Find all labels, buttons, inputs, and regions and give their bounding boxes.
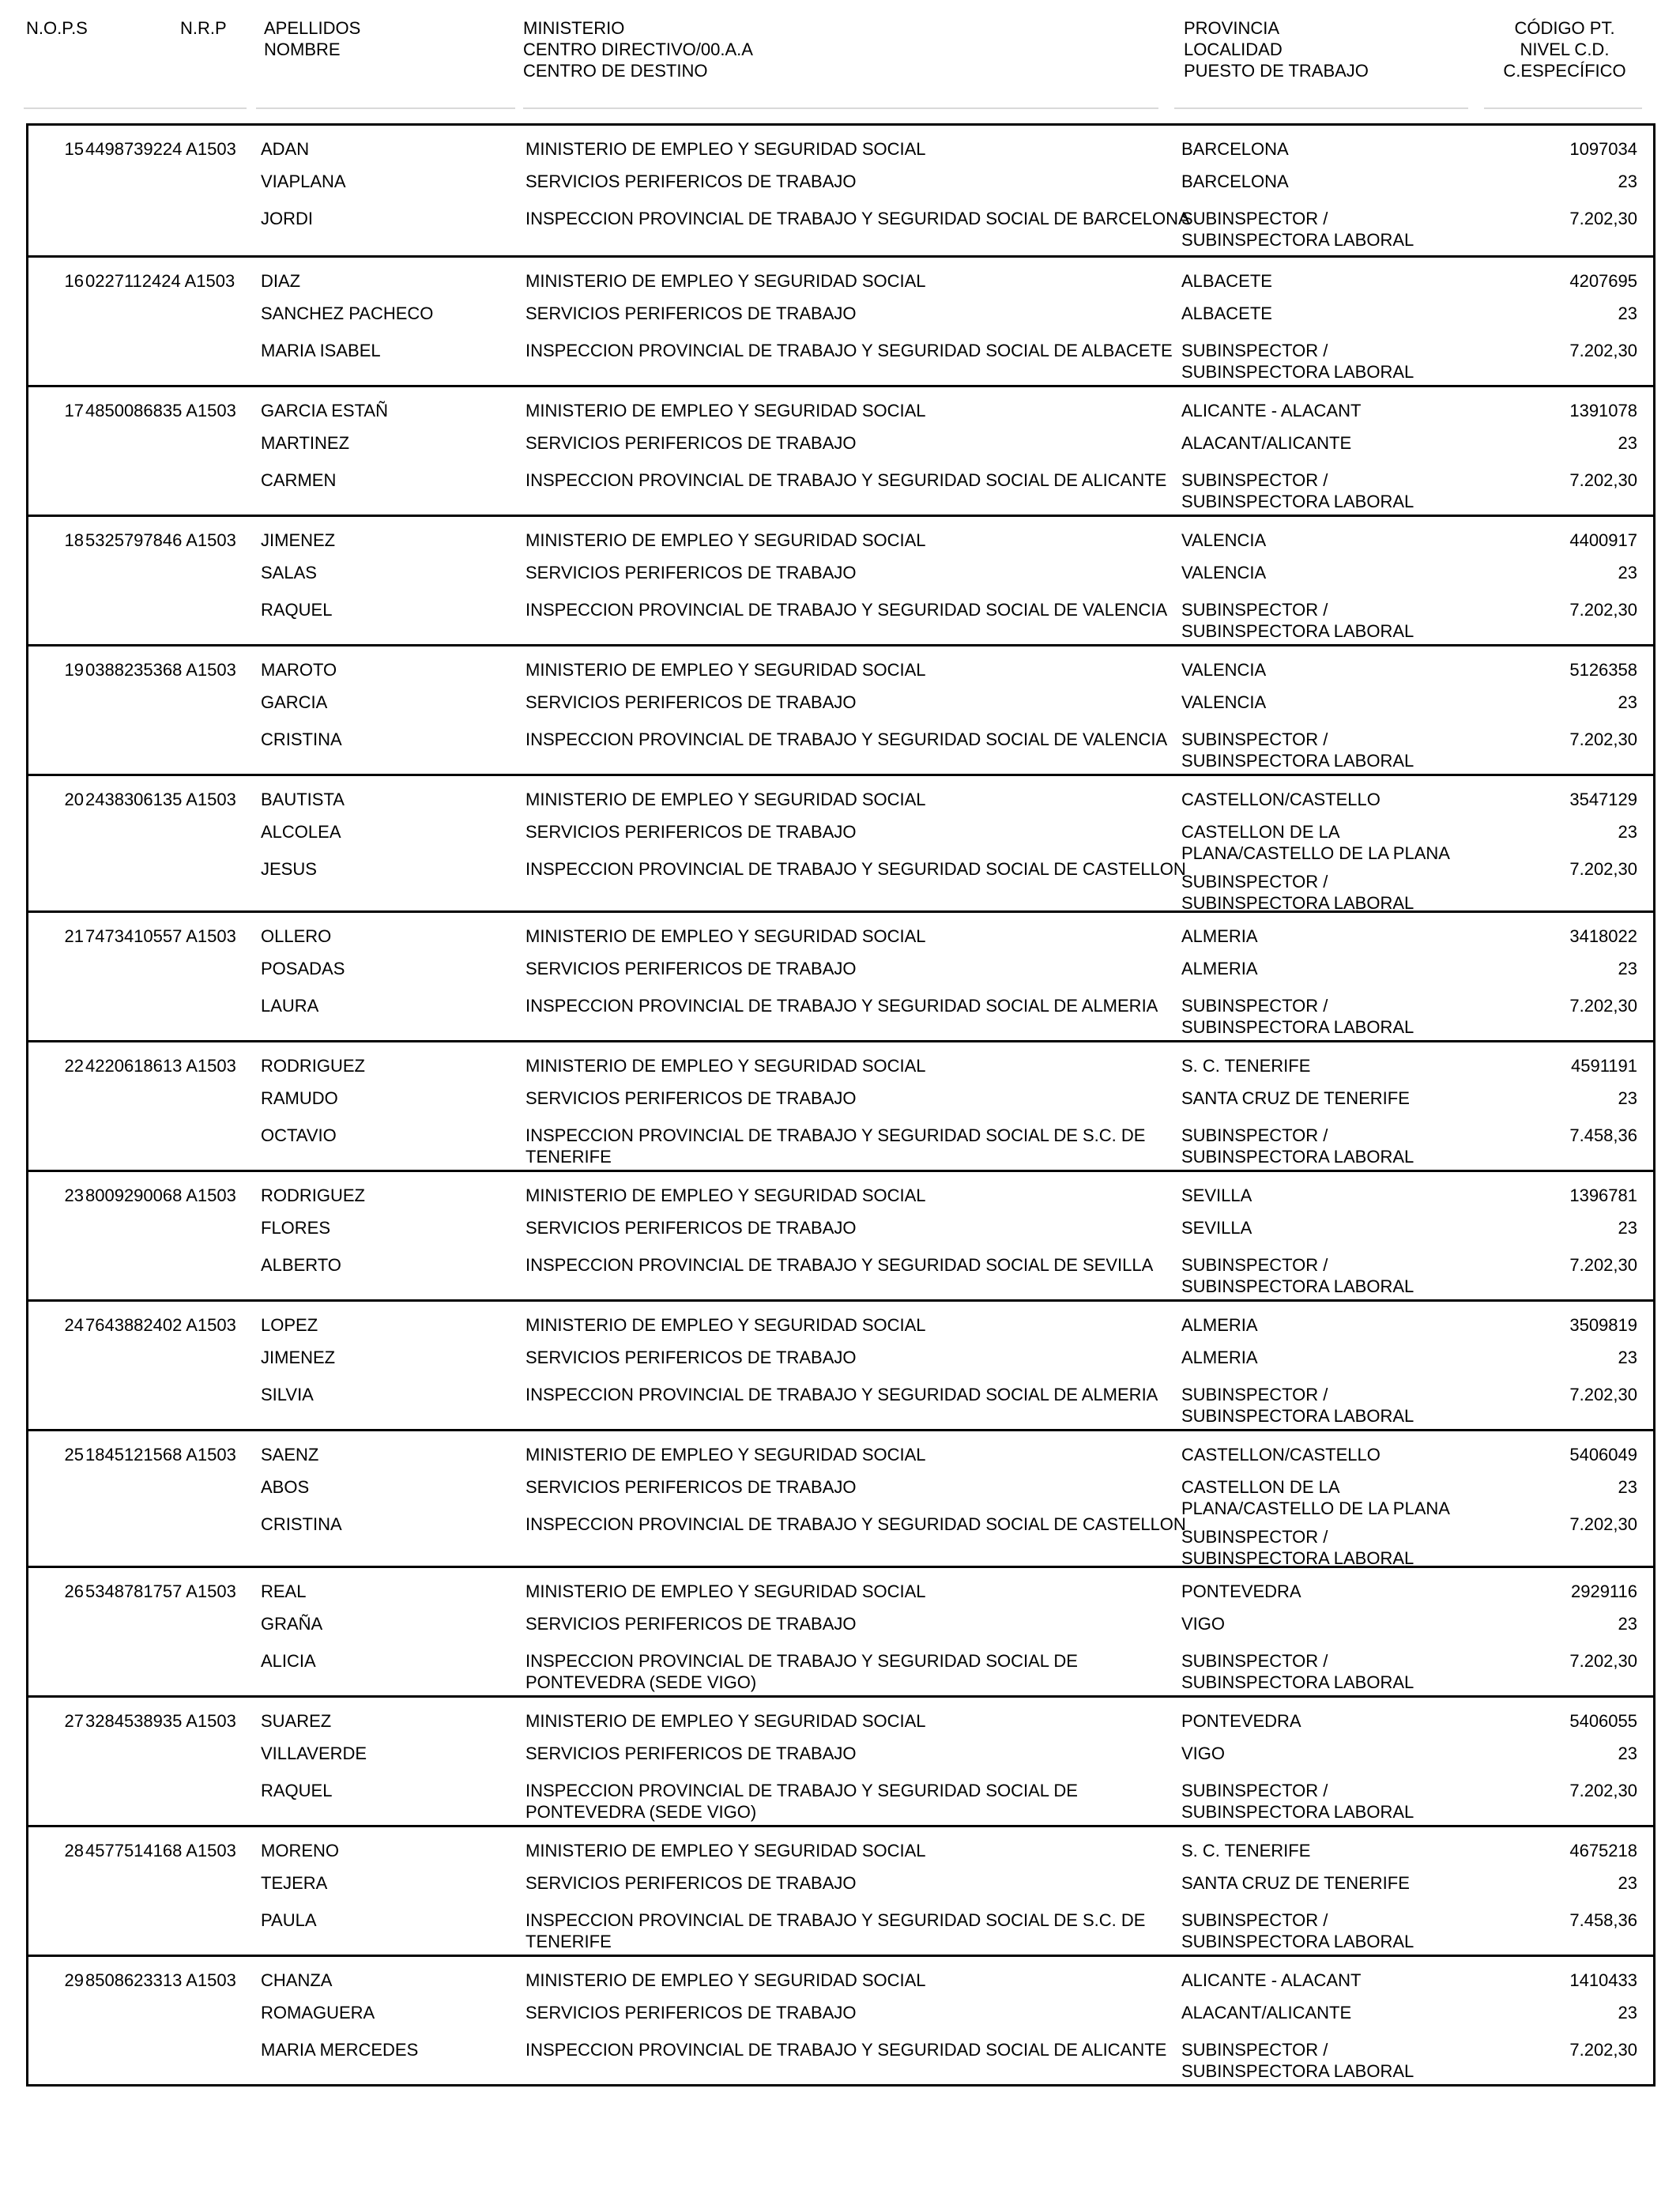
record-apellido2: ROMAGUERA: [261, 2003, 375, 2022]
record-ministerio: MINISTERIO DE EMPLEO Y SEGURIDAD SOCIAL: [525, 139, 926, 159]
table-row: [28, 515, 1653, 644]
record-localidad: SANTA CRUZ DE TENERIFE: [1181, 1873, 1410, 1893]
record-provincia: ALMERIA: [1181, 926, 1258, 946]
record-codigo: 4675218: [1569, 1841, 1637, 1860]
record-number: 27: [64, 1711, 84, 1731]
record-localidad: ALMERIA: [1181, 1348, 1258, 1367]
record-provincia: CASTELLON/CASTELLO: [1181, 1445, 1381, 1465]
record-puesto: SUBINSPECTOR / SUBINSPECTORA LABORAL: [1181, 209, 1414, 250]
header-puesto: PUESTO DE TRABAJO: [1184, 61, 1369, 81]
record-especifico: 7.202,30: [1569, 341, 1637, 360]
record-centro-directivo: SERVICIOS PERIFERICOS DE TRABAJO: [525, 822, 857, 842]
record-apellido2: VILLAVERDE: [261, 1744, 367, 1763]
record-provincia: ALICANTE - ALACANT: [1181, 401, 1362, 420]
record-puesto: SUBINSPECTOR / SUBINSPECTORA LABORAL: [1181, 2040, 1414, 2081]
header-centro-directivo: CENTRO DIRECTIVO/00.A.A: [523, 40, 753, 59]
record-nrp: 2438306135 A1503: [85, 790, 236, 809]
record-puesto: SUBINSPECTOR / SUBINSPECTORA LABORAL: [1181, 1385, 1414, 1426]
record-apellido1: BAUTISTA: [261, 790, 345, 809]
record-ministerio: MINISTERIO DE EMPLEO Y SEGURIDAD SOCIAL: [525, 271, 926, 291]
record-localidad: SEVILLA: [1181, 1218, 1252, 1238]
record-centro-directivo: SERVICIOS PERIFERICOS DE TRABAJO: [525, 1218, 857, 1238]
record-nivel: 23: [1618, 1614, 1637, 1634]
record-codigo: 3547129: [1569, 790, 1637, 809]
record-nivel: 23: [1618, 1348, 1637, 1367]
record-ministerio: MINISTERIO DE EMPLEO Y SEGURIDAD SOCIAL: [525, 926, 926, 946]
record-provincia: S. C. TENERIFE: [1181, 1841, 1311, 1860]
record-centro-destino: INSPECCION PROVINCIAL DE TRABAJO Y SEGURIDAD SOCIAL DE SEVILLA: [525, 1255, 1154, 1275]
record-codigo: 1396781: [1569, 1186, 1637, 1205]
record-apellido2: RAMUDO: [261, 1088, 338, 1108]
record-localidad: ALACANT/ALICANTE: [1181, 2003, 1352, 2022]
record-puesto: SUBINSPECTOR / SUBINSPECTORA LABORAL: [1181, 341, 1414, 382]
record-codigo: 3418022: [1569, 926, 1637, 946]
record-apellido1: LOPEZ: [261, 1315, 318, 1335]
record-centro-directivo: SERVICIOS PERIFERICOS DE TRABAJO: [525, 692, 857, 712]
record-especifico: 7.202,30: [1569, 729, 1637, 749]
record-ministerio: MINISTERIO DE EMPLEO Y SEGURIDAD SOCIAL: [525, 1581, 926, 1601]
record-nombre: LAURA: [261, 996, 319, 1016]
table-row: [28, 1566, 1653, 1695]
record-apellido1: MORENO: [261, 1841, 339, 1860]
record-apellido2: POSADAS: [261, 959, 345, 978]
record-provincia: VALENCIA: [1181, 660, 1267, 680]
record-nivel: 23: [1618, 1744, 1637, 1763]
record-nombre: JORDI: [261, 209, 313, 228]
record-especifico: 7.202,30: [1569, 1385, 1637, 1404]
record-number: 22: [64, 1056, 84, 1076]
record-centro-directivo: SERVICIOS PERIFERICOS DE TRABAJO: [525, 1744, 857, 1763]
record-nrp: 5348781757 A1503: [85, 1581, 236, 1601]
record-nivel: 23: [1618, 303, 1637, 323]
record-nombre: ALICIA: [261, 1651, 316, 1671]
header-localidad: LOCALIDAD: [1184, 40, 1283, 59]
record-number: 15: [64, 139, 84, 159]
record-ministerio: MINISTERIO DE EMPLEO Y SEGURIDAD SOCIAL: [525, 1841, 926, 1860]
header-underline: [523, 107, 1158, 109]
record-especifico: 7.202,30: [1569, 996, 1637, 1016]
header-especifico: C.ESPECÍFICO: [1503, 61, 1626, 81]
record-ministerio: MINISTERIO DE EMPLEO Y SEGURIDAD SOCIAL: [525, 401, 926, 420]
record-localidad: CASTELLON DE LA PLANA/CASTELLO DE LA PLANA: [1181, 1477, 1450, 1518]
record-apellido2: SALAS: [261, 563, 317, 582]
record-provincia: PONTEVEDRA: [1181, 1711, 1301, 1731]
record-nrp: 7473410557 A1503: [85, 926, 236, 946]
record-apellido2: SANCHEZ PACHECO: [261, 303, 434, 323]
record-nrp: 1845121568 A1503: [85, 1445, 236, 1465]
record-puesto: SUBINSPECTOR / SUBINSPECTORA LABORAL: [1181, 1255, 1414, 1296]
record-codigo: 2929116: [1570, 1581, 1637, 1601]
record-centro-directivo: SERVICIOS PERIFERICOS DE TRABAJO: [525, 1088, 857, 1108]
record-localidad: ALBACETE: [1181, 303, 1272, 323]
header-codigo-block: [1497, 17, 1632, 81]
record-apellido2: MARTINEZ: [261, 433, 350, 453]
record-nivel: 23: [1618, 563, 1637, 582]
record-apellido1: CHANZA: [261, 1970, 333, 1990]
record-puesto: SUBINSPECTOR / SUBINSPECTORA LABORAL: [1181, 1781, 1414, 1822]
record-number: 16: [64, 271, 84, 291]
record-nombre: JESUS: [261, 859, 317, 879]
record-localidad: CASTELLON DE LA PLANA/CASTELLO DE LA PLANA: [1181, 822, 1450, 863]
record-ministerio: MINISTERIO DE EMPLEO Y SEGURIDAD SOCIAL: [525, 790, 926, 809]
record-centro-destino: INSPECCION PROVINCIAL DE TRABAJO Y SEGURIDAD SOCIAL DE ALBACETE: [525, 341, 1173, 360]
record-nrp: 0388235368 A1503: [85, 660, 236, 680]
table-row: [28, 1429, 1653, 1566]
record-ministerio: MINISTERIO DE EMPLEO Y SEGURIDAD SOCIAL: [525, 1186, 926, 1205]
record-provincia: SEVILLA: [1181, 1186, 1252, 1205]
record-localidad: VALENCIA: [1181, 692, 1267, 712]
record-localidad: ALACANT/ALICANTE: [1181, 433, 1352, 453]
header-underline: [1174, 107, 1468, 109]
record-especifico: 7.202,30: [1569, 600, 1637, 620]
record-codigo: 3509819: [1569, 1315, 1637, 1335]
record-centro-destino: INSPECCION PROVINCIAL DE TRABAJO Y SEGURIDAD SOCIAL DE VALENCIA: [525, 600, 1168, 620]
table-row: [28, 1955, 1653, 2084]
record-centro-destino: INSPECCION PROVINCIAL DE TRABAJO Y SEGURIDAD SOCIAL DE BARCELONA: [525, 209, 1190, 228]
record-centro-directivo: SERVICIOS PERIFERICOS DE TRABAJO: [525, 433, 857, 453]
record-provincia: ALBACETE: [1181, 271, 1272, 291]
record-number: 24: [64, 1315, 84, 1335]
record-nivel: 23: [1618, 692, 1637, 712]
record-provincia: ALICANTE - ALACANT: [1181, 1970, 1362, 1990]
records-table: [26, 123, 1656, 2087]
record-centro-destino: INSPECCION PROVINCIAL DE TRABAJO Y SEGURIDAD SOCIAL DE ALICANTE: [525, 2040, 1167, 2060]
record-centro-directivo: SERVICIOS PERIFERICOS DE TRABAJO: [525, 1873, 857, 1893]
header-nops: N.O.P.S: [26, 18, 88, 38]
record-nivel: 23: [1618, 822, 1637, 842]
record-provincia: CASTELLON/CASTELLO: [1181, 790, 1381, 809]
record-apellido2: VIAPLANA: [261, 172, 346, 191]
record-nivel: 23: [1618, 172, 1637, 191]
record-apellido2: GARCIA: [261, 692, 328, 712]
record-apellido2: JIMENEZ: [261, 1348, 336, 1367]
record-centro-directivo: SERVICIOS PERIFERICOS DE TRABAJO: [525, 172, 857, 191]
record-nombre: SILVIA: [261, 1385, 314, 1404]
record-apellido2: TEJERA: [261, 1873, 328, 1893]
record-especifico: 7.202,30: [1569, 1781, 1637, 1800]
record-number: 17: [64, 401, 84, 420]
record-especifico: 7.202,30: [1569, 859, 1637, 879]
record-apellido1: SAENZ: [261, 1445, 319, 1465]
record-especifico: 7.202,30: [1569, 470, 1637, 490]
record-centro-destino: INSPECCION PROVINCIAL DE TRABAJO Y SEGURIDAD SOCIAL DE S.C. DE TENERIFE: [525, 1125, 1146, 1167]
header-provincia-block: [1184, 17, 1369, 81]
record-centro-destino: INSPECCION PROVINCIAL DE TRABAJO Y SEGURIDAD SOCIAL DE PONTEVEDRA (SEDE VIGO): [525, 1781, 1078, 1822]
record-centro-directivo: SERVICIOS PERIFERICOS DE TRABAJO: [525, 1614, 857, 1634]
record-centro-destino: INSPECCION PROVINCIAL DE TRABAJO Y SEGURIDAD SOCIAL DE VALENCIA: [525, 729, 1168, 749]
record-ministerio: MINISTERIO DE EMPLEO Y SEGURIDAD SOCIAL: [525, 1711, 926, 1731]
table-row: [28, 1170, 1653, 1299]
table-header: [0, 17, 1680, 112]
record-centro-destino: INSPECCION PROVINCIAL DE TRABAJO Y SEGURIDAD SOCIAL DE ALICANTE: [525, 470, 1167, 490]
record-apellido1: RODRIGUEZ: [261, 1186, 365, 1205]
header-underline: [24, 107, 247, 109]
table-row: [28, 1040, 1653, 1170]
record-nombre: MARIA ISABEL: [261, 341, 381, 360]
record-especifico: 7.202,30: [1569, 209, 1637, 228]
table-row: [28, 1299, 1653, 1429]
record-number: 25: [64, 1445, 84, 1465]
record-nivel: 23: [1618, 959, 1637, 978]
header-ministerio: MINISTERIO: [523, 18, 625, 38]
record-nombre: MARIA MERCEDES: [261, 2040, 419, 2060]
record-nrp: 8009290068 A1503: [85, 1186, 236, 1205]
record-especifico: 7.458,36: [1569, 1125, 1637, 1145]
header-underline: [256, 107, 515, 109]
record-nivel: 23: [1618, 1477, 1637, 1497]
record-number: 29: [64, 1970, 84, 1990]
record-centro-destino: INSPECCION PROVINCIAL DE TRABAJO Y SEGURIDAD SOCIAL DE CASTELLON: [525, 1514, 1186, 1534]
record-number: 23: [64, 1186, 84, 1205]
record-ministerio: MINISTERIO DE EMPLEO Y SEGURIDAD SOCIAL: [525, 1315, 926, 1335]
record-nombre: CARMEN: [261, 470, 337, 490]
table-row: [28, 774, 1653, 913]
record-codigo: 4207695: [1569, 271, 1637, 291]
record-number: 20: [64, 790, 84, 809]
record-apellido1: DIAZ: [261, 271, 301, 291]
record-centro-destino: INSPECCION PROVINCIAL DE TRABAJO Y SEGURIDAD SOCIAL DE S.C. DE TENERIFE: [525, 1910, 1146, 1951]
table-row: [28, 910, 1653, 1040]
record-ministerio: MINISTERIO DE EMPLEO Y SEGURIDAD SOCIAL: [525, 660, 926, 680]
record-nivel: 23: [1618, 1218, 1637, 1238]
record-centro-destino: INSPECCION PROVINCIAL DE TRABAJO Y SEGURIDAD SOCIAL DE ALMERIA: [525, 996, 1158, 1016]
header-apellidos-nombre: [264, 17, 360, 60]
record-apellido1: SUAREZ: [261, 1711, 332, 1731]
record-centro-directivo: SERVICIOS PERIFERICOS DE TRABAJO: [525, 2003, 857, 2022]
record-localidad: ALMERIA: [1181, 959, 1258, 978]
table-row: [28, 255, 1653, 385]
record-puesto: SUBINSPECTOR / SUBINSPECTORA LABORAL: [1181, 1910, 1414, 1951]
record-nrp: 4850086835 A1503: [85, 401, 236, 420]
record-provincia: PONTEVEDRA: [1181, 1581, 1301, 1601]
record-localidad: VIGO: [1181, 1614, 1226, 1634]
record-provincia: ALMERIA: [1181, 1315, 1258, 1335]
record-apellido1: OLLERO: [261, 926, 332, 946]
record-number: 19: [64, 660, 84, 680]
record-centro-destino: INSPECCION PROVINCIAL DE TRABAJO Y SEGURIDAD SOCIAL DE PONTEVEDRA (SEDE VIGO): [525, 1651, 1078, 1692]
record-codigo: 4591191: [1570, 1056, 1637, 1076]
record-nrp: 4498739224 A1503: [85, 139, 236, 159]
record-puesto: SUBINSPECTOR / SUBINSPECTORA LABORAL: [1181, 1527, 1414, 1568]
record-localidad: VALENCIA: [1181, 563, 1267, 582]
record-centro-directivo: SERVICIOS PERIFERICOS DE TRABAJO: [525, 563, 857, 582]
record-localidad: VIGO: [1181, 1744, 1226, 1763]
record-puesto: SUBINSPECTOR / SUBINSPECTORA LABORAL: [1181, 872, 1414, 913]
record-apellido1: ADAN: [261, 139, 310, 159]
record-nombre: ALBERTO: [261, 1255, 341, 1275]
record-provincia: S. C. TENERIFE: [1181, 1056, 1311, 1076]
record-ministerio: MINISTERIO DE EMPLEO Y SEGURIDAD SOCIAL: [525, 1056, 926, 1076]
record-codigo: 4400917: [1569, 530, 1637, 550]
record-especifico: 7.202,30: [1569, 1514, 1637, 1534]
record-nombre: PAULA: [261, 1910, 317, 1930]
header-centro-destino: CENTRO DE DESTINO: [523, 61, 708, 81]
record-nrp: 4577514168 A1503: [85, 1841, 236, 1860]
table-row: [28, 385, 1653, 515]
record-apellido1: GARCIA ESTAÑ: [261, 401, 388, 420]
record-number: 21: [64, 926, 84, 946]
record-nivel: 23: [1618, 1088, 1637, 1108]
table-row: [28, 1695, 1653, 1825]
header-underline: [1484, 107, 1642, 109]
record-nivel: 23: [1618, 1873, 1637, 1893]
record-puesto: SUBINSPECTOR / SUBINSPECTORA LABORAL: [1181, 1651, 1414, 1692]
record-ministerio: MINISTERIO DE EMPLEO Y SEGURIDAD SOCIAL: [525, 1970, 926, 1990]
table-row: [28, 126, 1653, 255]
record-especifico: 7.202,30: [1569, 2040, 1637, 2060]
record-nrp: 0227112424 A1503: [85, 271, 235, 291]
record-nombre: OCTAVIO: [261, 1125, 337, 1145]
record-puesto: SUBINSPECTOR / SUBINSPECTORA LABORAL: [1181, 600, 1414, 641]
record-ministerio: MINISTERIO DE EMPLEO Y SEGURIDAD SOCIAL: [525, 530, 926, 550]
record-apellido2: ABOS: [261, 1477, 310, 1497]
header-nombre: NOMBRE: [264, 40, 341, 59]
header-apellidos: APELLIDOS: [264, 18, 361, 38]
record-ministerio: MINISTERIO DE EMPLEO Y SEGURIDAD SOCIAL: [525, 1445, 926, 1465]
header-provincia: PROVINCIA: [1184, 18, 1280, 38]
record-provincia: VALENCIA: [1181, 530, 1267, 550]
table-row: [28, 1825, 1653, 1955]
record-codigo: 1097034: [1569, 139, 1637, 159]
record-centro-destino: INSPECCION PROVINCIAL DE TRABAJO Y SEGURIDAD SOCIAL DE CASTELLON: [525, 859, 1186, 879]
header-ministerio-block: [523, 17, 753, 81]
record-puesto: SUBINSPECTOR / SUBINSPECTORA LABORAL: [1181, 729, 1414, 771]
record-especifico: 7.458,36: [1569, 1910, 1637, 1930]
record-especifico: 7.202,30: [1569, 1255, 1637, 1275]
record-apellido2: ALCOLEA: [261, 822, 341, 842]
record-apellido2: FLORES: [261, 1218, 331, 1238]
record-centro-directivo: SERVICIOS PERIFERICOS DE TRABAJO: [525, 959, 857, 978]
header-nivel: NIVEL C.D.: [1520, 40, 1610, 59]
record-apellido1: MAROTO: [261, 660, 337, 680]
record-nrp: 7643882402 A1503: [85, 1315, 236, 1335]
table-row: [28, 644, 1653, 774]
record-centro-directivo: SERVICIOS PERIFERICOS DE TRABAJO: [525, 303, 857, 323]
record-nrp: 3284538935 A1503: [85, 1711, 236, 1731]
record-nivel: 23: [1618, 2003, 1637, 2022]
record-nrp: 4220618613 A1503: [85, 1056, 236, 1076]
record-nrp: 5325797846 A1503: [85, 530, 236, 550]
record-centro-directivo: SERVICIOS PERIFERICOS DE TRABAJO: [525, 1477, 857, 1497]
record-especifico: 7.202,30: [1569, 1651, 1637, 1671]
record-localidad: SANTA CRUZ DE TENERIFE: [1181, 1088, 1410, 1108]
record-number: 26: [64, 1581, 84, 1601]
record-codigo: 1410433: [1569, 1970, 1637, 1990]
record-nrp: 8508623313 A1503: [85, 1970, 236, 1990]
header-codigo: CÓDIGO PT.: [1514, 18, 1615, 38]
record-puesto: SUBINSPECTOR / SUBINSPECTORA LABORAL: [1181, 1125, 1414, 1167]
record-codigo: 5406049: [1569, 1445, 1637, 1465]
record-puesto: SUBINSPECTOR / SUBINSPECTORA LABORAL: [1181, 996, 1414, 1037]
record-apellido2: GRAÑA: [261, 1614, 323, 1634]
record-centro-directivo: SERVICIOS PERIFERICOS DE TRABAJO: [525, 1348, 857, 1367]
record-nombre: CRISTINA: [261, 729, 342, 749]
header-nrp: N.R.P: [180, 18, 227, 38]
record-number: 28: [64, 1841, 84, 1860]
record-localidad: BARCELONA: [1181, 172, 1289, 191]
record-codigo: 5406055: [1569, 1711, 1637, 1731]
record-nombre: RAQUEL: [261, 1781, 333, 1800]
record-nombre: RAQUEL: [261, 600, 333, 620]
record-apellido1: RODRIGUEZ: [261, 1056, 365, 1076]
record-number: 18: [64, 530, 84, 550]
record-centro-destino: INSPECCION PROVINCIAL DE TRABAJO Y SEGURIDAD SOCIAL DE ALMERIA: [525, 1385, 1158, 1404]
record-codigo: 1391078: [1569, 401, 1637, 420]
record-provincia: BARCELONA: [1181, 139, 1289, 159]
record-nivel: 23: [1618, 433, 1637, 453]
record-nombre: CRISTINA: [261, 1514, 342, 1534]
record-apellido1: REAL: [261, 1581, 307, 1601]
record-codigo: 5126358: [1569, 660, 1637, 680]
record-puesto: SUBINSPECTOR / SUBINSPECTORA LABORAL: [1181, 470, 1414, 511]
record-apellido1: JIMENEZ: [261, 530, 336, 550]
